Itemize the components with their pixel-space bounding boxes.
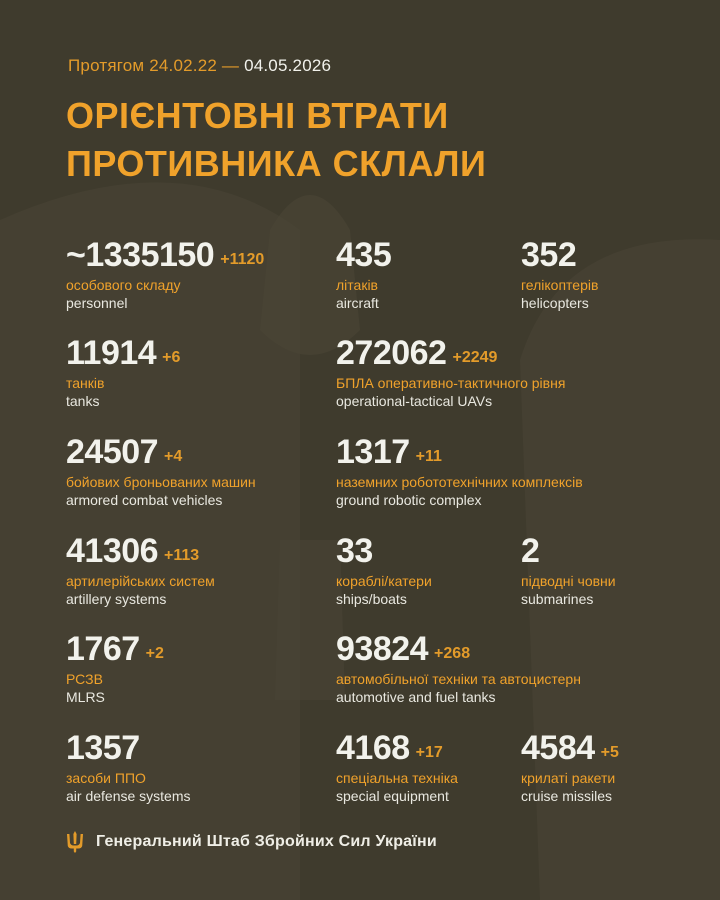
stat-value: 352 xyxy=(521,236,577,274)
period-end-date: 04.05.2026 xyxy=(244,56,332,75)
stat-delta: +4 xyxy=(164,448,183,465)
stat-delta: +2 xyxy=(145,645,164,662)
stat-label-en: helicopters xyxy=(521,295,589,311)
stat-label-en: ground robotic complex xyxy=(336,492,482,508)
footer-text: Генеральний Штаб Збройних Сил України xyxy=(96,833,437,850)
stat-value: 435 xyxy=(336,236,392,274)
stat-delta: +11 xyxy=(415,448,442,465)
title-line-1: ОРІЄНТОВНІ ВТРАТИ xyxy=(66,95,449,136)
stat-personnel xyxy=(66,236,366,312)
stat-label-ua: гелікоптерів xyxy=(521,277,599,293)
stat-value: 1357 xyxy=(66,729,140,767)
stat-value: 4168 xyxy=(336,729,410,767)
stat-automotive xyxy=(336,630,706,706)
trident-icon xyxy=(66,831,84,853)
stat-label-en: personnel xyxy=(66,295,128,311)
footer xyxy=(66,830,437,854)
stat-value: 93824 xyxy=(336,630,429,668)
stat-submarines xyxy=(521,532,701,608)
stat-artillery xyxy=(66,532,366,608)
stat-value: 272062 xyxy=(336,334,447,372)
stat-tanks xyxy=(66,334,366,410)
period-line xyxy=(68,56,331,76)
stat-delta: +113 xyxy=(164,547,200,564)
stat-value: 1767 xyxy=(66,630,140,668)
stat-label-en: MLRS xyxy=(66,689,105,705)
stat-uavs xyxy=(336,334,706,410)
stat-label-en: cruise missiles xyxy=(521,788,613,804)
stat-ships xyxy=(336,532,506,608)
stat-label-en: automotive and fuel tanks xyxy=(336,689,496,705)
stat-delta: +1120 xyxy=(220,251,265,268)
stat-label-ua: автомобільної техніки та автоцистерн xyxy=(336,671,581,687)
stat-label-ua: крилаті ракети xyxy=(521,770,616,786)
stat-helicopters xyxy=(521,236,701,312)
stat-value: 41306 xyxy=(66,532,159,570)
period-prefix: Протягом 24.02.22 — xyxy=(68,56,240,75)
stat-label-en: artillery systems xyxy=(66,591,167,607)
stat-value: ~1335150 xyxy=(66,236,215,274)
stat-mlrs xyxy=(66,630,366,706)
stat-label-ua: кораблі/катери xyxy=(336,573,432,589)
stat-label-ua: БПЛА оперативно-тактичного рівня xyxy=(336,375,566,391)
stat-label-ua: особового складу xyxy=(66,277,181,293)
stat-delta: +2249 xyxy=(452,349,498,366)
stat-cruise-missiles xyxy=(521,729,711,805)
stat-value: 11914 xyxy=(66,334,157,372)
stat-value: 1317 xyxy=(336,433,410,471)
stat-aircraft xyxy=(336,236,506,312)
stat-label-ua: танків xyxy=(66,375,105,391)
stat-label-en: submarines xyxy=(521,591,594,607)
stat-armored-vehicles xyxy=(66,433,366,509)
stat-label-ua: літаків xyxy=(336,277,378,293)
title-line-2: ПРОТИВНИКА СКЛАЛИ xyxy=(66,143,487,184)
stat-label-en: air defense systems xyxy=(66,788,191,804)
stat-value: 33 xyxy=(336,532,373,570)
stat-value: 24507 xyxy=(66,433,159,471)
stat-label-ua: спеціальна техніка xyxy=(336,770,458,786)
stat-label-en: ships/boats xyxy=(336,591,407,607)
stat-delta: +5 xyxy=(600,744,619,761)
stat-delta: +17 xyxy=(415,744,443,761)
stat-air-defense xyxy=(66,729,326,805)
stat-special-equipment xyxy=(336,729,516,805)
stat-label-en: armored combat vehicles xyxy=(66,492,223,508)
stat-label-ua: РСЗВ xyxy=(66,671,103,687)
stat-label-en: special equipment xyxy=(336,788,449,804)
stat-value: 2 xyxy=(521,532,540,570)
stat-ground-robotic xyxy=(336,433,706,509)
stat-delta: +6 xyxy=(162,349,181,366)
stat-delta: +268 xyxy=(434,645,471,662)
stat-label-ua: наземних робототехнічних комплексів xyxy=(336,474,583,490)
stat-label-ua: засоби ППО xyxy=(66,770,146,786)
stat-label-ua: підводні човни xyxy=(521,573,616,589)
stat-value: 4584 xyxy=(521,729,595,767)
stat-label-ua: артилерійських систем xyxy=(66,573,215,589)
page-title xyxy=(66,92,486,188)
stat-label-en: operational-tactical UAVs xyxy=(336,393,493,409)
stat-label-en: aircraft xyxy=(336,295,379,311)
stat-label-ua: бойових броньованих машин xyxy=(66,474,256,490)
stat-label-en: tanks xyxy=(66,393,100,409)
